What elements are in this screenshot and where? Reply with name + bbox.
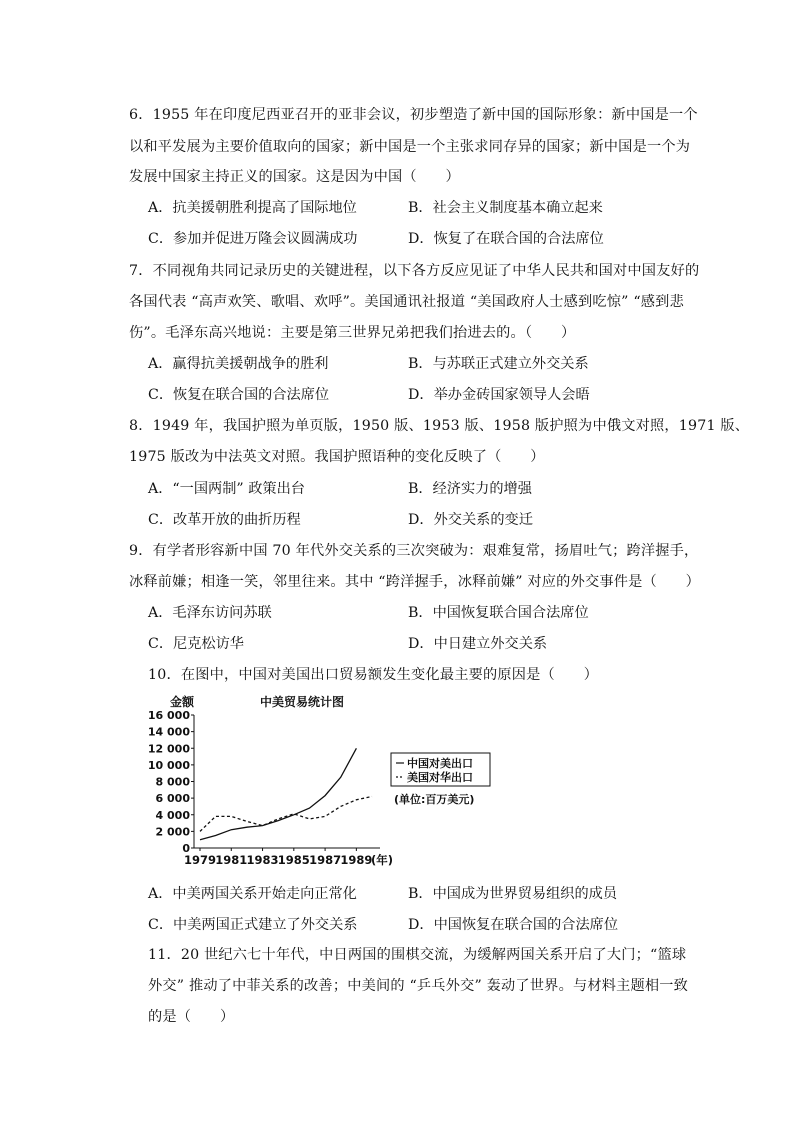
q7-line-3: 伤”。毛泽东高兴地说：主要是第三世界兄弟把我们抬进去的。（ ） (129, 325, 576, 341)
q6-line-1: 6．1955 年在印度尼西亚召开的亚非会议，初步塑造了新中国的国际形象：新中国是一个 (129, 107, 698, 123)
chart-unit-note: (单位:百万美元) (394, 793, 475, 806)
q10-line-1: 10．在图中，中国对美国出口贸易额发生变化最主要的原因是（ ） (148, 667, 599, 683)
q8-option-a[interactable]: A．“一国两制” 政策出台 (148, 481, 305, 497)
x-tick-label: 1989 (340, 853, 373, 866)
x-tick-label: 1983 (246, 853, 279, 866)
x-tick-label: 1987 (309, 853, 342, 866)
y-tick-label: 8 000 (155, 775, 190, 789)
y-tick-label: 12 000 (148, 742, 190, 756)
q7-option-b[interactable]: B．与苏联正式建立外交关系 (408, 356, 589, 372)
q8-line-1: 8．1949 年，我国护照为单页版，1950 版、1953 版、1958 版护照为中俄文对照，1971 版、 (129, 418, 750, 434)
q8-line-2: 1975 版改为中法英文对照。我国护照语种的变化反映了（ ） (129, 449, 545, 465)
chart-xlabel: (年) (371, 853, 394, 866)
y-tick-label: 14 000 (148, 725, 190, 739)
q9-option-c[interactable]: C．尼克松访华 (148, 636, 244, 652)
x-tick-label: 1985 (277, 853, 310, 866)
q9-line-2: 冰释前嫌；相逢一笑，邻里往来。其中 “跨洋握手，冰释前嫌” 对应的外交事件是（ ） (129, 574, 701, 590)
q8-option-d[interactable]: D．外交关系的变迁 (408, 512, 533, 528)
y-tick-label: 0 (182, 842, 190, 855)
q8-option-b[interactable]: B．经济实力的增强 (408, 481, 532, 497)
q11-line-1: 11．20 世纪六七十年代，中日两国的围棋交流，为缓解两国关系开启了大门；“篮球 (148, 947, 687, 963)
q6-line-3: 发展中国家主持正义的国家。这是因为中国（ ） (129, 169, 460, 185)
x-tick-label: 1979 (183, 853, 217, 866)
chart-x-ticks (184, 848, 372, 866)
legend-item-us-export: 美国对华出口 (407, 771, 473, 784)
chart-title: 中美贸易统计图 (260, 695, 345, 709)
q7-line-2: 各国代表 “高声欢笑、歌唱、欢呼”。美国通讯社报道 “美国政府人士感到吃惊” “感到悲 (129, 294, 684, 310)
q9-option-d[interactable]: D．中日建立外交关系 (408, 636, 548, 652)
q9-option-a[interactable]: A．毛泽东访问苏联 (148, 605, 272, 621)
q10-option-b[interactable]: B．中国成为世界贸易组织的成员 (408, 886, 618, 902)
q6-option-c[interactable]: C．参加并促进万隆会议圆满成功 (148, 231, 358, 247)
y-tick-label: 10 000 (148, 758, 190, 772)
legend-item-china-export: 中国对美出口 (407, 757, 473, 770)
trade-line-chart (148, 690, 493, 866)
q7-option-a[interactable]: A．赢得抗美援朝战争的胜利 (148, 356, 329, 372)
q9-line-1: 9．有学者形容新中国 70 年代外交关系的三次突破为：艰难复常，扬眉吐气；跨洋握手， (129, 543, 699, 559)
q6-option-a[interactable]: A．抗美援朝胜利提高了国际地位 (148, 200, 357, 216)
q10-option-a[interactable]: A．中美两国关系开始走向正常化 (148, 886, 357, 902)
q6-option-d[interactable]: D．恢复了在联合国的合法席位 (408, 231, 604, 247)
q10-option-c[interactable]: C．中美两国正式建立了外交关系 (148, 917, 358, 933)
q6-option-b[interactable]: B．社会主义制度基本确立起来 (408, 200, 603, 216)
q6-line-2: 以和平发展为主要价值取向的国家；新中国是一个主张求同存异的国家；新中国是一个为 (129, 139, 691, 155)
x-tick-label: 1981 (215, 853, 248, 866)
chart-series (200, 748, 372, 839)
q7-option-c[interactable]: C．恢复在联合国的合法席位 (148, 387, 330, 403)
chart-ylabel: 金额 (170, 695, 195, 709)
q7-option-d[interactable]: D．举办金砖国家领导人会晤 (408, 387, 590, 403)
y-tick-label: 4 000 (155, 808, 190, 822)
q10-option-d[interactable]: D．中国恢复在联合国的合法席位 (408, 917, 619, 933)
q11-line-3: 的是（ ） (148, 1009, 235, 1025)
y-tick-label: 6 000 (155, 792, 190, 806)
y-tick-label: 16 000 (148, 709, 190, 722)
q8-option-c[interactable]: C．改革开放的曲折历程 (148, 512, 301, 528)
series-line-china-export (200, 748, 356, 839)
q9-option-b[interactable]: B．中国恢复联合国合法席位 (408, 605, 589, 621)
q11-line-2: 外交” 推动了中菲关系的改善；中美间的 “乒乓外交” 轰动了世界。与材料主题相一致 (148, 978, 689, 994)
series-line-us-export (200, 797, 372, 832)
chart-y-ticks (148, 709, 194, 855)
y-tick-label: 2 000 (155, 825, 190, 839)
q7-line-1: 7．不同视角共同记录历史的关键进程，以下各方反应见证了中华人民共和国对中国友好的 (129, 263, 700, 279)
